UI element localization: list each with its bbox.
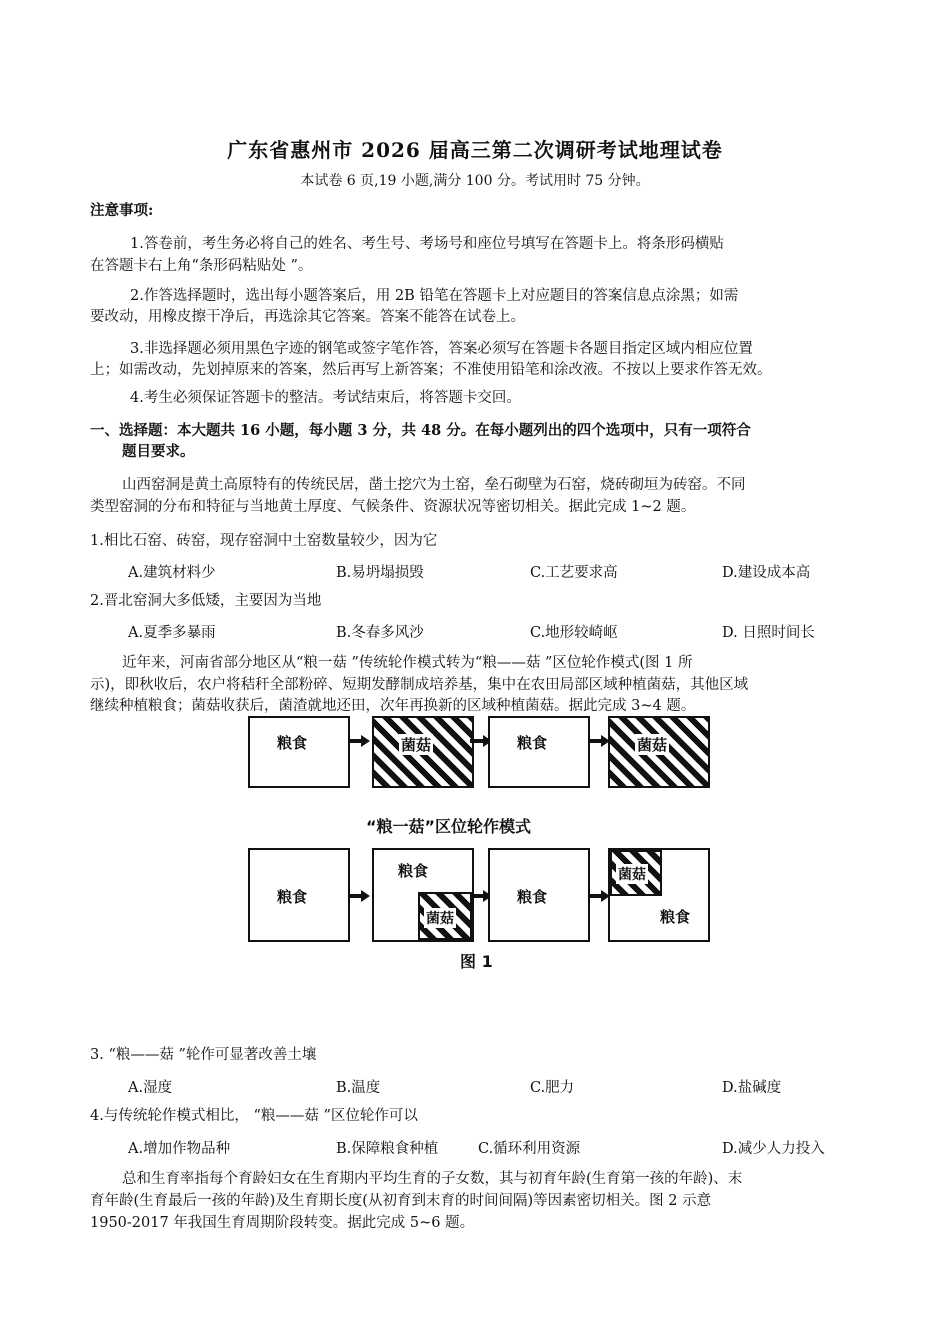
grain-label: 粮食 [517,888,548,906]
figure-1-rotation-diagram [238,716,718,976]
q3-option-c[interactable]: C.肥力 [530,1080,575,1096]
mushroom-label: 菌菇 [637,736,668,754]
note-3-line-2: 上；如需改动，先划掉原来的答案，然后再写上新答案；不准使用铅笔和涂改液。不按以上要求作答无效。 [90,362,772,378]
figure-label: 图 1 [460,952,493,971]
q1-option-d[interactable]: D.建设成本高 [722,565,811,581]
passage-2-line-1: 近年来，河南省部分地区从“粮一菇 ”传统轮作模式转为“粮——菇 ”区位轮作模式(图 1 所 [122,655,693,671]
q4-option-c[interactable]: C.循环利用资源 [478,1141,581,1157]
exam-info: 本试卷 6 页,19 小题,满分 100 分。考试用时 75 分钟。 [300,173,650,189]
q2-option-a[interactable]: A.夏季多暴雨 [128,625,216,641]
grain-label: 粮食 [277,888,308,906]
q2-option-b[interactable]: B.冬春多风沙 [336,625,424,641]
zone-grain-box-2 [488,848,590,942]
question-3-stem: 3. “粮——菇 ”轮作可显著改善土壤 [90,1047,317,1063]
arrow-right-icon [348,736,370,746]
zone-mixed-box-2 [608,848,710,942]
q2-option-c[interactable]: C.地形较崎岖 [530,625,618,641]
question-1-stem: 1.相比石窑、砖窑，现存窑洞中土窑数量较少，因为它 [90,533,438,549]
section-heading-line-1: 一、选择题：本大题共 16 小题，每小题 3 分，共 48 分。在每小题列出的四个选项中，只有一项符合 [90,422,751,439]
passage-3-line-2: 育年龄(生育最后一孩的年龄)及生育期长度(从初育到末育的时间间隔)等因素密切相关。图 2 示意 [90,1193,712,1209]
q4-option-a[interactable]: A.增加作物品种 [128,1141,231,1157]
notes-heading: 注意事项: [90,202,154,219]
mushroom-label: 菌菇 [616,864,648,884]
question-4-stem: 4.与传统轮作模式相比， “粮——菇 ”区位轮作可以 [90,1108,418,1124]
q1-option-b[interactable]: B.易坍塌损毁 [336,565,424,581]
q4-option-b[interactable]: B.保障粮食种植 [336,1141,439,1157]
traditional-mushroom-box-2 [608,716,710,788]
q3-option-d[interactable]: D.盐碱度 [722,1080,782,1096]
mushroom-patch [610,850,662,896]
note-1-line-1: 1.答卷前，考生务必将自己的姓名、考生号、考场号和座位号填写在答题卡上。将条形码横贴 [130,236,724,252]
passage-2-line-3: 继续种植粮食；菌菇收获后，菌渣就地还田，次年再换新的区域种植菌菇。据此完成 3~4 题。 [90,698,696,714]
passage-1-line-1: 山西窑洞是黄土高原特有的传统民居，凿土挖穴为土窑，垒石砌壁为石窑，烧砖砌垣为砖窑。不同 [122,477,746,493]
q3-option-b[interactable]: B.温度 [336,1080,381,1096]
note-2-line-2: 要改动，用橡皮擦干净后，再选涂其它答案。答案不能答在试卷上。 [90,309,525,325]
note-3-line-1: 3.非选择题必须用黑色字迹的钢笔或签字笔作答，答案必须写在答题卡各题目指定区域内相应位置 [130,341,753,357]
note-2-line-1: 2.作答选择题时，选出每小题答案后，用 2B 铅笔在答题卡上对应题目的答案信息点涂黑；如需 [130,288,739,304]
q2-option-d[interactable]: D. 日照时间长 [722,625,815,641]
traditional-grain-box-2 [488,716,590,788]
grain-label: 粮食 [517,734,548,752]
grain-label: 粮食 [660,908,691,926]
q4-option-d[interactable]: D.减少人力投入 [722,1141,825,1157]
mushroom-label: 菌菇 [401,736,432,754]
arrow-right-icon [588,891,610,901]
passage-3-line-1: 总和生育率指每个育龄妇女在生育期内平均生育的子女数，其与初育年龄(生育第一孩的年龄)、末 [122,1171,743,1187]
q1-option-a[interactable]: A.建筑材料少 [128,565,216,581]
question-2-stem: 2.晋北窑洞大多低矮，主要因为当地 [90,593,322,609]
grain-label: 粮食 [277,734,308,752]
mushroom-label: 菌菇 [424,908,456,928]
arrow-right-icon [348,891,370,901]
traditional-grain-box-1 [248,716,350,788]
q3-option-a[interactable]: A.湿度 [128,1080,173,1096]
section-heading-line-2: 题目要求。 [122,443,195,460]
passage-3-line-3: 1950-2017 年我国生育周期阶段转变。据此完成 5~6 题。 [90,1215,475,1231]
zone-mixed-box-1 [372,848,474,942]
zone-grain-box-1 [248,848,350,942]
passage-1-line-2: 类型窑洞的分布和特征与当地黄土厚度、气候条件、资源状况等密切相关。据此完成 1~2 题。 [90,499,696,515]
mushroom-patch [418,892,472,940]
page-title: 广东省惠州市 2026 届高三第二次调研考试地理试卷 [227,138,723,162]
arrow-right-icon [588,736,610,746]
note-1-line-2: 在答题卡右上角“条形码粘贴处 ”。 [90,258,313,274]
figure-middle-caption: “粮一菇”区位轮作模式 [366,817,532,836]
passage-2-line-2: 示)，即秋收后，农户将秸秆全部粉碎、短期发酵制成培养基，集中在农田局部区域种植菌菇，其他区域 [90,677,749,693]
note-4: 4.考生必须保证答题卡的整洁。考试结束后，将答题卡交回。 [130,390,521,406]
traditional-mushroom-box-1 [372,716,474,788]
grain-label: 粮食 [398,862,429,880]
q1-option-c[interactable]: C.工艺要求高 [530,565,618,581]
